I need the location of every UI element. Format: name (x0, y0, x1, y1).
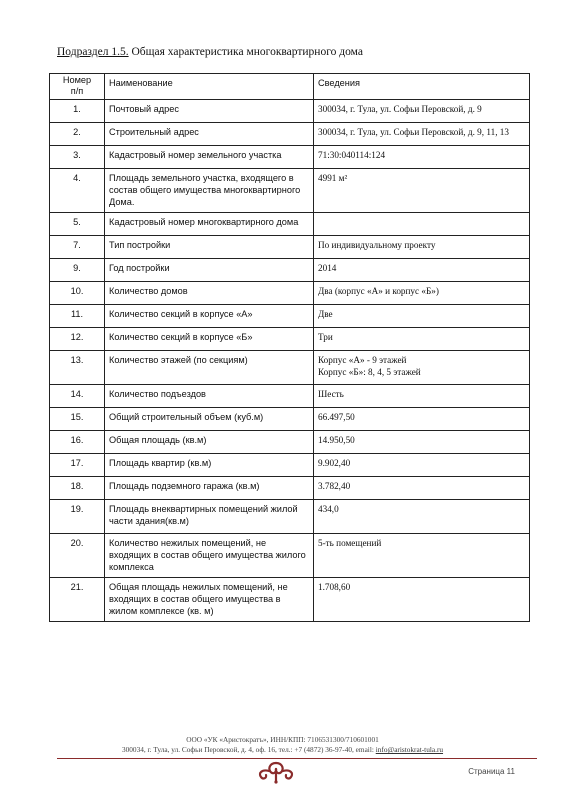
table-row (50, 123, 530, 146)
row-number: 9. (50, 259, 105, 282)
table-row (50, 477, 530, 500)
row-number: 20. (50, 534, 105, 578)
table-row (50, 328, 530, 351)
row-number: 13. (50, 351, 105, 385)
row-info: Шесть (314, 385, 530, 408)
row-number: 19. (50, 500, 105, 534)
row-name: Количество секций в корпусе «А» (105, 305, 314, 328)
row-info (314, 213, 530, 236)
characteristics-table (49, 73, 530, 622)
table-row (50, 431, 530, 454)
row-info: 71:30:040114:124 (314, 146, 530, 169)
row-number: 12. (50, 328, 105, 351)
row-name: Количество секций в корпусе «Б» (105, 328, 314, 351)
row-name: Год постройки (105, 259, 314, 282)
table-row (50, 259, 530, 282)
footer-address (0, 745, 565, 754)
row-number: 7. (50, 236, 105, 259)
ornament-logo-icon (254, 760, 298, 784)
table-row (50, 534, 530, 578)
row-info: Корпус «А» - 9 этажей Корпус «Б»: 8, 4, 5 этажей (314, 351, 530, 385)
table-header-row (50, 74, 530, 100)
row-name: Количество нежилых помещений, не входящих в состав общего имущества жилого комплекса (105, 534, 314, 578)
footer-email-link[interactable]: info@aristokrat-tula.ru (375, 745, 444, 754)
row-name: Кадастровый номер многоквартирного дома (105, 213, 314, 236)
row-info: 434,0 (314, 500, 530, 534)
row-number: 18. (50, 477, 105, 500)
row-name: Кадастровый номер земельного участка (105, 146, 314, 169)
row-number: 4. (50, 169, 105, 213)
row-number: 15. (50, 408, 105, 431)
row-name: Тип постройки (105, 236, 314, 259)
row-number: 1. (50, 100, 105, 123)
section-title: Общая характеристика многоквартирного дома (131, 46, 363, 58)
row-info: 5-ть помещений (314, 534, 530, 578)
table-row (50, 500, 530, 534)
footer-divider (57, 758, 537, 759)
section-heading (57, 46, 363, 58)
row-info: 1.708,60 (314, 578, 530, 622)
row-info: 300034, г. Тула, ул. Софьи Перовской, д. 9, 11, 13 (314, 123, 530, 146)
page-number: Страница 11 (468, 767, 515, 776)
table-row (50, 146, 530, 169)
row-number: 17. (50, 454, 105, 477)
row-name: Площадь подземного гаража (кв.м) (105, 477, 314, 500)
footer-address-text: 300034, г. Тула, ул. Софьи Перовской, д. 4, оф. 16, тел.: +7 (4872) 36-97-40, email: (121, 745, 376, 754)
row-name: Количество подъездов (105, 385, 314, 408)
row-info: 14.950,50 (314, 431, 530, 454)
row-number: 21. (50, 578, 105, 622)
row-info: 66.497,50 (314, 408, 530, 431)
row-number: 10. (50, 282, 105, 305)
row-name: Площадь земельного участка, входящего в состав общего имущества многоквартирного Дома. (105, 169, 314, 213)
row-name: Площадь квартир (кв.м) (105, 454, 314, 477)
header-number: Номер п/п (50, 74, 105, 100)
row-info: 2014 (314, 259, 530, 282)
row-number: 16. (50, 431, 105, 454)
table-row (50, 385, 530, 408)
table-row (50, 305, 530, 328)
table-row (50, 236, 530, 259)
row-info: 9.902,40 (314, 454, 530, 477)
footer-company: ООО «УК «Аристократъ», ИНН/КПП: 7106531300/710601001 (186, 735, 379, 744)
table-row (50, 454, 530, 477)
row-info: Два (корпус «А» и корпус «Б») (314, 282, 530, 305)
row-number: 2. (50, 123, 105, 146)
row-number: 5. (50, 213, 105, 236)
section-number: Подраздел 1.5. (57, 46, 129, 58)
table-row (50, 213, 530, 236)
header-name: Наименование (105, 74, 314, 100)
row-name: Количество домов (105, 282, 314, 305)
row-name: Общая площадь (кв.м) (105, 431, 314, 454)
row-info: Три (314, 328, 530, 351)
row-name: Общий строительный объем (куб.м) (105, 408, 314, 431)
row-info: 3.782,40 (314, 477, 530, 500)
row-name: Площадь внеквартирных помещений жилой части здания(кв.м) (105, 500, 314, 534)
row-info: 4991 м² (314, 169, 530, 213)
row-name: Почтовый адрес (105, 100, 314, 123)
header-info: Сведения (314, 74, 530, 100)
table-row (50, 578, 530, 622)
row-number: 3. (50, 146, 105, 169)
row-info: 300034, г. Тула, ул. Софьи Перовской, д. 9 (314, 100, 530, 123)
table-row (50, 351, 530, 385)
table-row (50, 282, 530, 305)
row-number: 11. (50, 305, 105, 328)
row-info: Две (314, 305, 530, 328)
table-row (50, 408, 530, 431)
row-name: Строительный адрес (105, 123, 314, 146)
row-name: Количество этажей (по секциям) (105, 351, 314, 385)
row-number: 14. (50, 385, 105, 408)
row-name: Общая площадь нежилых помещений, не входящих в состав общего имущества в жилом комплексе (кв. м) (105, 578, 314, 622)
table-row (50, 169, 530, 213)
row-info: По индивидуальному проекту (314, 236, 530, 259)
table-row (50, 100, 530, 123)
